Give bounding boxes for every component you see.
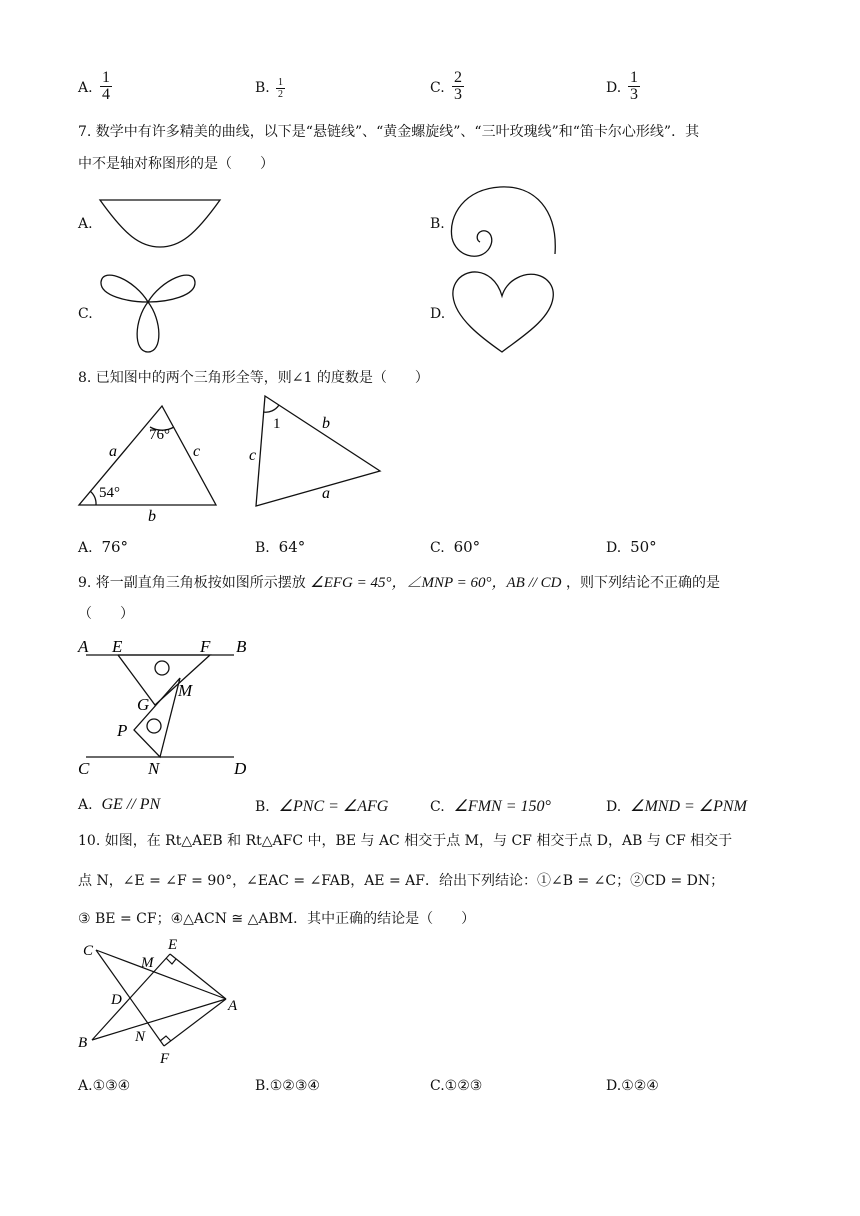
q8-option-a-text: 76°	[101, 538, 129, 556]
q10-stem-line1: 10. 如图，在 Rt△AEB 和 Rt△AFC 中，BE 与 AC 相交于点 M，与 CF 相交于点 D，AB 与 CF 相交于	[78, 833, 733, 849]
segment-ea	[170, 954, 226, 999]
q10-option-a-text: ①③④	[92, 1078, 131, 1094]
label-p: P	[117, 721, 128, 740]
q10-stem-line3: ③ BE = CF；④△ACN ≅ △ABM．其中正确的结论是（ ）	[78, 911, 476, 927]
q9-stem-prefix: 9. 将一副直角三角板按如图所示摆放	[78, 575, 306, 591]
label-f: F	[200, 637, 211, 656]
q7-stem-line2: 中不是轴对称图形的是（ ）	[78, 156, 274, 172]
right-angle-f	[160, 1036, 171, 1041]
triangle-2-side-a: a	[322, 485, 330, 502]
q8-option-b-letter: B.	[255, 540, 270, 556]
q7-option-c-letter: C.	[78, 306, 93, 322]
label-c: C	[83, 943, 94, 959]
q10-option-b-text: ①②③④	[269, 1078, 320, 1094]
label-a: A	[228, 998, 238, 1014]
q9-paren: （ ）	[78, 606, 134, 622]
q8-stem: 8. 已知图中的两个三角形全等，则∠1 的度数是（ ）	[78, 370, 429, 386]
q9-option-c-letter: C.	[430, 799, 445, 815]
triangle-2-side-b: b	[322, 415, 330, 432]
q8-option-d-text: 50°	[630, 538, 657, 556]
triangle-1-side-b: b	[148, 508, 156, 525]
label-d: D	[234, 759, 247, 778]
q8-option-a-letter: A.	[78, 540, 93, 556]
q6-option-c-fraction: 2 3	[454, 69, 462, 103]
label-a: A	[78, 637, 89, 656]
q9-option-b-letter: B.	[255, 799, 270, 815]
label-m: M	[141, 955, 154, 971]
q10-option-d-letter: D.	[606, 1078, 622, 1094]
q9-option-d-text: ∠MND = ∠PNM	[630, 798, 747, 815]
q9-option-d-letter: D.	[606, 799, 622, 815]
q6-option-c-letter: C.	[430, 80, 445, 96]
right-angle-e	[166, 958, 176, 964]
q9-stem-math: ∠EFG = 45°，∠MNP = 60°，AB // CD	[310, 575, 562, 591]
q7-stem-line1: 7. 数学中有许多精美的曲线，以下是“悬链线”、“黄金螺旋线”、“三叶玫瑰线”和“笛卡尔心形线”．其	[78, 124, 700, 140]
label-e: E	[168, 937, 178, 953]
q10-option-a-letter: A.	[78, 1078, 93, 1094]
q6-option-b-fraction: 1 2	[278, 77, 283, 100]
q8-option-d-letter: D.	[606, 540, 622, 556]
q6-option-a-letter: A.	[78, 80, 93, 96]
q9-option-a-text: GE // PN	[101, 796, 161, 813]
label-f: F	[160, 1051, 170, 1067]
q9-option-b-text: ∠PNC = ∠AFG	[278, 798, 389, 815]
q9-stem-suffix: ，则下列结论不正确的是	[565, 575, 720, 591]
triangle-2-angle-1: 1	[273, 416, 281, 432]
segment-be	[92, 954, 170, 1040]
q7-option-d-letter: D.	[430, 306, 446, 322]
q10-option-c-letter: C.	[430, 1078, 445, 1094]
triangle-1-side-c: c	[193, 443, 201, 460]
q9-option-c-text: ∠FMN = 150°	[453, 798, 551, 815]
q6-option-d-fraction: 1 3	[630, 69, 638, 103]
triangle-1-angle-left: 54°	[99, 485, 120, 501]
q7-option-a-letter: A.	[78, 216, 93, 232]
q8-option-c-text: 60°	[453, 538, 481, 556]
label-n: N	[135, 1029, 146, 1045]
label-b: B	[78, 1035, 88, 1051]
label-b: B	[236, 637, 247, 656]
triangle-2-side-c: c	[249, 447, 257, 464]
q10-option-d-text: ①②④	[621, 1078, 659, 1094]
label-m: M	[178, 681, 193, 700]
triangle-1-side-a: a	[109, 443, 117, 460]
label-e: E	[112, 637, 123, 656]
q10-option-c-text: ①②③	[444, 1078, 483, 1094]
q9-option-a-letter: A.	[78, 797, 93, 813]
q7-option-b-letter: B.	[430, 216, 445, 232]
label-d: D	[111, 992, 122, 1008]
label-n: N	[148, 759, 160, 778]
label-c: C	[78, 759, 90, 778]
segment-fa	[164, 999, 226, 1046]
q6-option-a-fraction: 1 4	[102, 69, 110, 103]
q6-option-d-letter: D.	[606, 80, 622, 96]
triangle-1-angle-top: 76°	[149, 427, 170, 443]
q6-option-b-letter: B.	[255, 80, 270, 96]
q8-option-b-text: 64°	[278, 538, 306, 556]
q10-stem-line2: 点 N，∠E = ∠F = 90°，∠EAC = ∠FAB，AE = AF．给出下列结论：①∠B = ∠C；②CD = DN；	[78, 873, 725, 889]
q10-option-b-letter: B.	[255, 1078, 270, 1094]
q8-option-c-letter: C.	[430, 540, 445, 556]
label-g: G	[137, 695, 150, 714]
